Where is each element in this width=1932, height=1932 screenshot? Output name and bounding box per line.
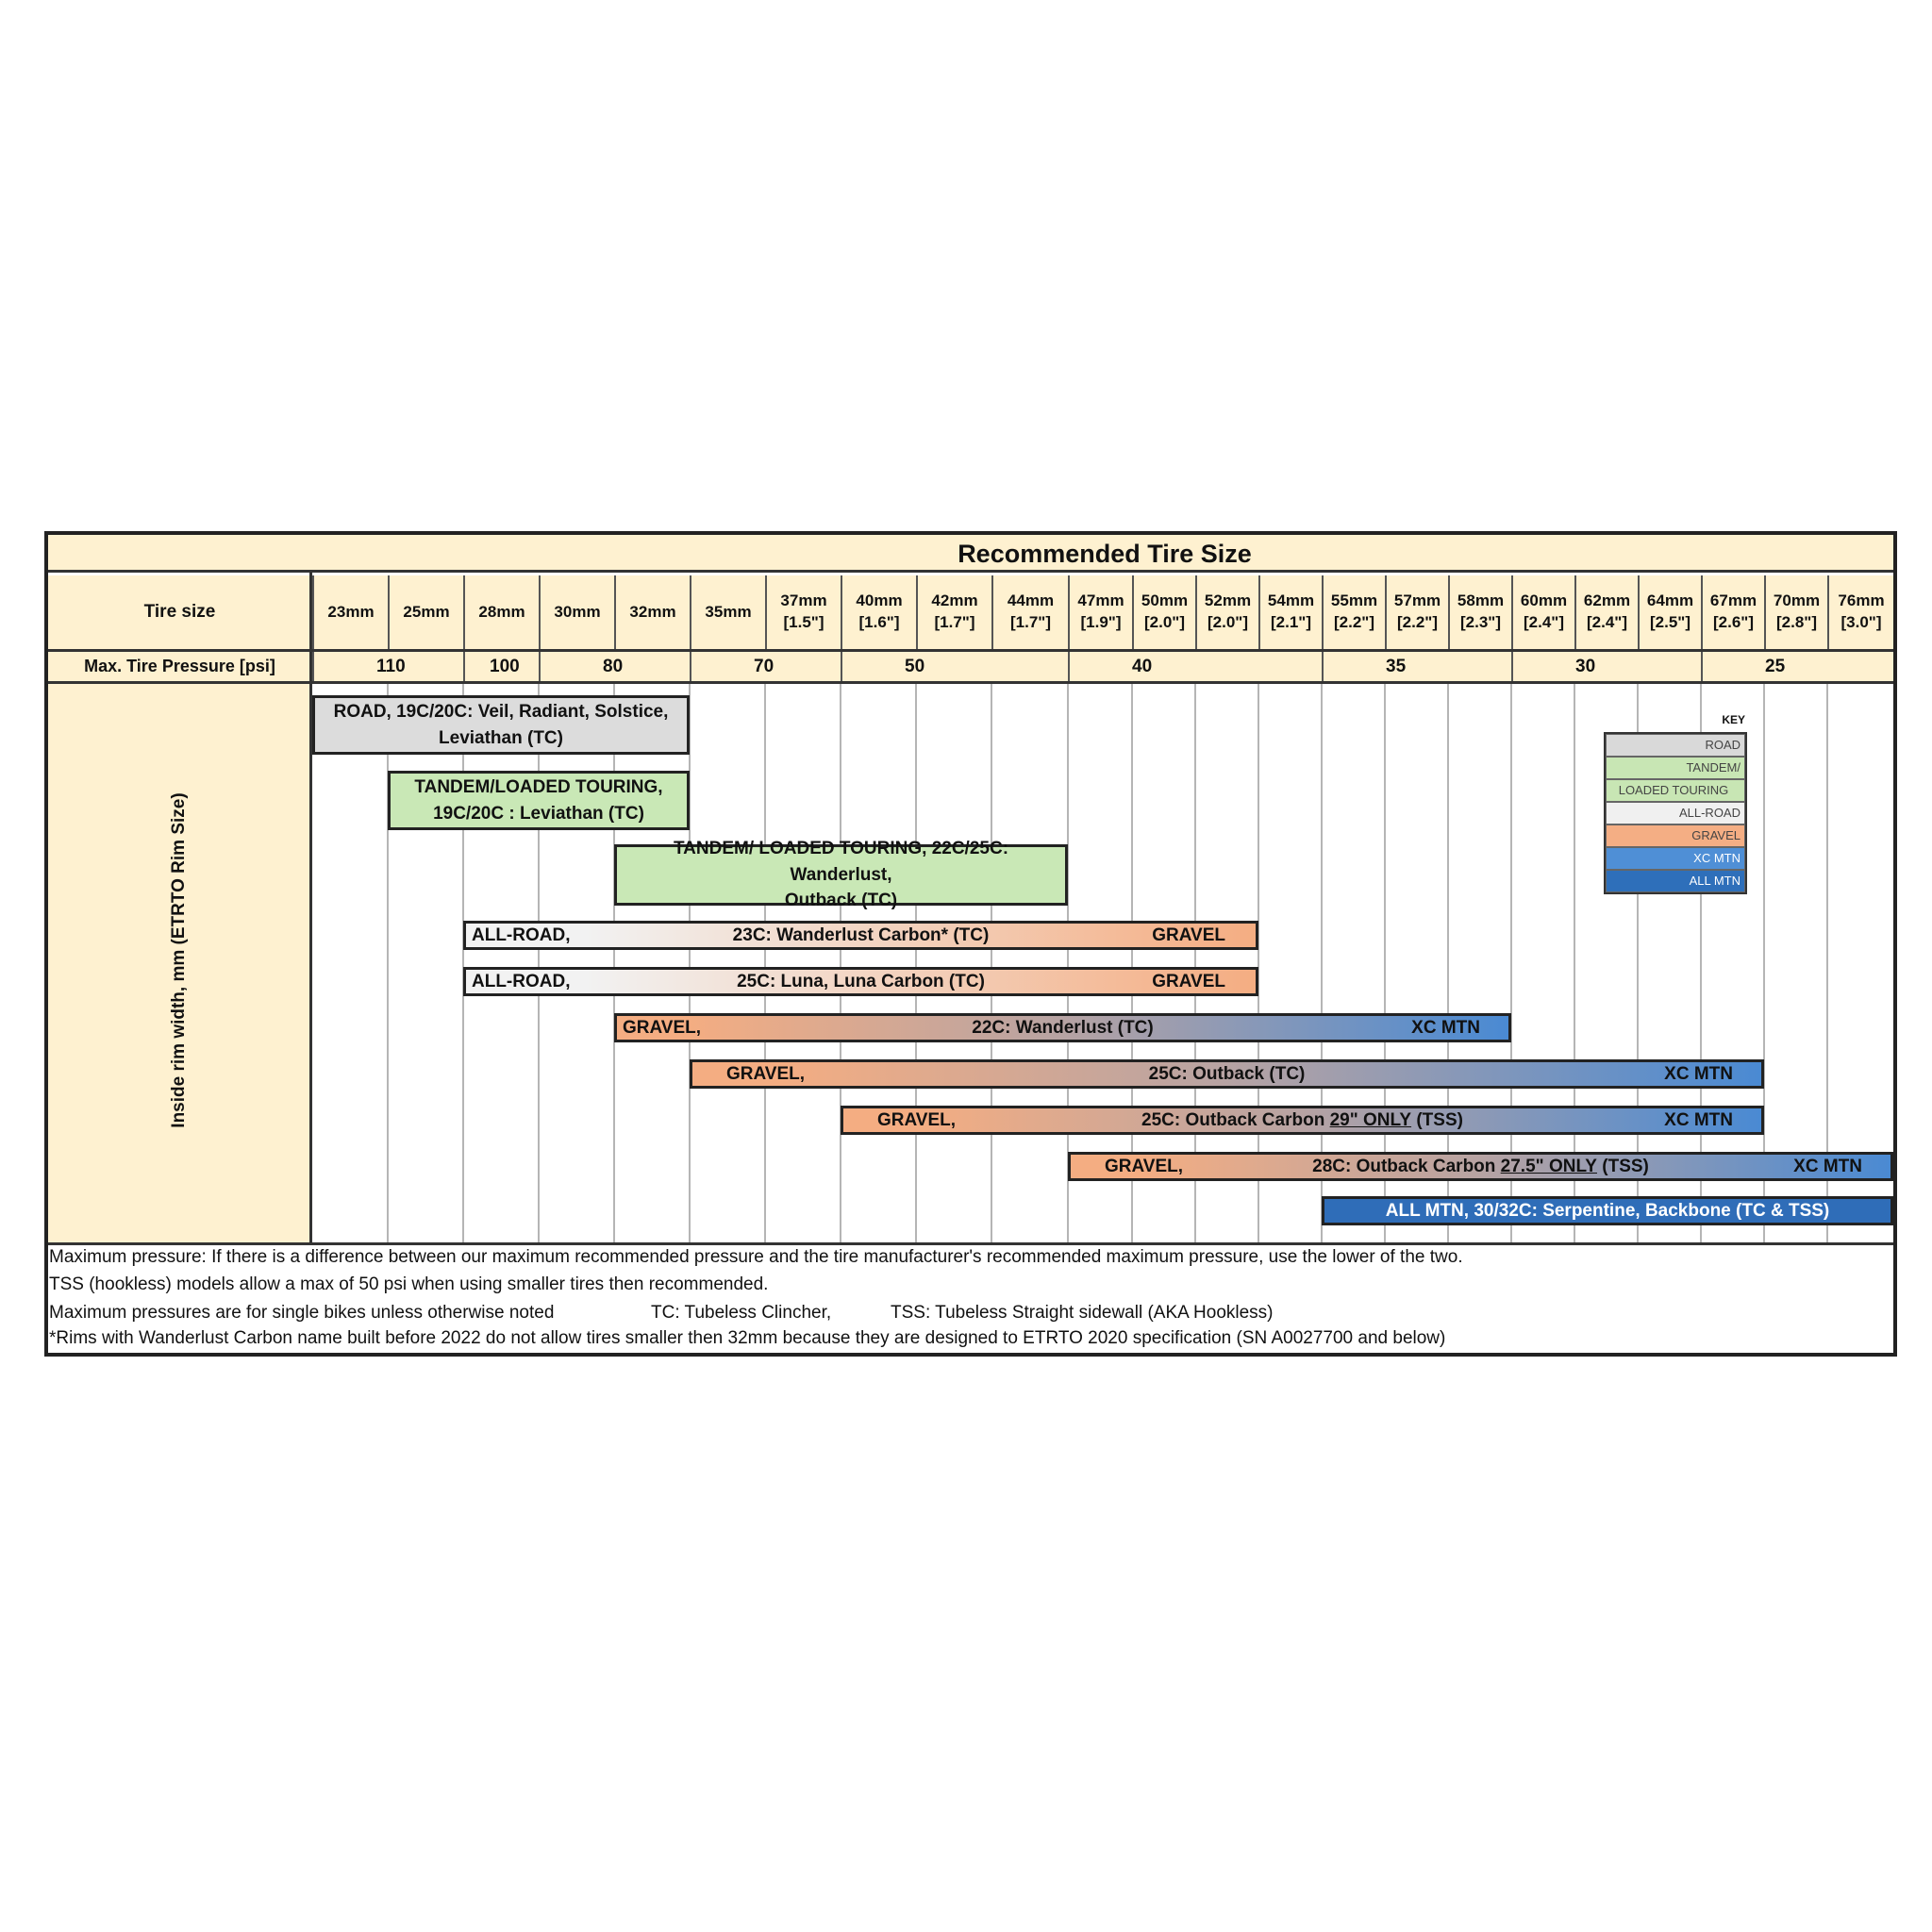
tire-size-inch: [2.8"] [1775, 613, 1817, 631]
tire-size-mm: 30mm [554, 602, 601, 621]
range-bar-end-label: GRAVEL [1152, 924, 1225, 945]
tire-size-col-16 [1448, 575, 1511, 649]
tire-size-col-7 [841, 575, 916, 649]
key-title: KEY [1722, 713, 1745, 726]
tire-size-mm: 52mm [1204, 591, 1252, 610]
note-tc: TC: Tubeless Clincher, [651, 1303, 832, 1323]
tire-size-mm: 40mm [856, 591, 903, 610]
tire-size-inch: [2.4"] [1586, 613, 1627, 631]
range-bar-label [315, 698, 687, 752]
pressure-cell-80: 80 [539, 652, 690, 681]
range-bar-gravel-xc [841, 1106, 1764, 1135]
range-bar-name [1312, 1157, 1649, 1177]
tire-size-inch: [2.0"] [1143, 613, 1185, 631]
grid-line [538, 684, 540, 1242]
range-bar-name: 25C: Outback (TC) [1148, 1063, 1306, 1084]
tire-size-inch: [3.0"] [1840, 613, 1882, 631]
tire-size-col-6 [765, 575, 841, 649]
chart-title: Recommended Tire Size [958, 540, 1252, 568]
tire-size-inch: [2.1"] [1270, 613, 1311, 631]
tire-size-col-4 [614, 575, 690, 649]
range-bar-line: 19C/20C : Leviathan (TC) [433, 803, 644, 824]
range-bar-start-label: GRAVEL, [623, 1017, 702, 1038]
range-bar-name-part: 25C: Outback Carbon [1141, 1109, 1330, 1130]
grid-line [387, 684, 389, 1242]
tire-size-mm: 42mm [931, 591, 978, 610]
range-bar-start-label: ALL-ROAD, [472, 971, 571, 991]
range-bar-end-label: XC MTN [1411, 1017, 1480, 1038]
tire-size-col-22 [1827, 575, 1893, 649]
tire-size-inch: [1.6"] [858, 613, 900, 631]
pressure-cell-30: 30 [1511, 652, 1701, 681]
tire-size-inch: [1.7"] [934, 613, 975, 631]
range-bar-line: TANDEM/ LOADED TOURING, 22C/25C: Wanderlust, [673, 839, 1009, 885]
range-bar-line: TANDEM/LOADED TOURING, [414, 776, 663, 797]
tire-size-col-10 [1068, 575, 1132, 649]
tire-size-inch: [1.9"] [1080, 613, 1122, 631]
tire-size-mm: 76mm [1838, 591, 1885, 610]
notes-divider [48, 1242, 1893, 1245]
range-bar-label [617, 839, 1065, 911]
tire-size-col-8 [916, 575, 991, 649]
grid-line [764, 684, 766, 1242]
range-bar-gravel-xc [690, 1059, 1764, 1089]
max-pressure-label: Max. Tire Pressure [psi] [48, 652, 311, 681]
tire-size-inch: [2.4"] [1523, 613, 1564, 631]
key-item-3: ALL-ROAD [1606, 802, 1745, 824]
tire-size-mm: 62mm [1583, 591, 1631, 610]
tire-size-col-11 [1132, 575, 1195, 649]
tire-size-mm: 67mm [1709, 591, 1757, 610]
tire-size-mm: 60mm [1520, 591, 1568, 610]
tire-size-col-12 [1195, 575, 1258, 649]
key-items [1604, 732, 1747, 894]
grid-line [462, 684, 464, 1242]
range-bar-end-label: XC MTN [1664, 1063, 1733, 1084]
range-bar-name: 23C: Wanderlust Carbon* (TC) [732, 924, 990, 945]
tire-size-mm: 23mm [327, 602, 375, 621]
grid-line [613, 684, 615, 1242]
range-bar-name: ALL MTN, 30/32C: Serpentine, Backbone (TC & TSS) [1385, 1200, 1830, 1221]
range-bar-allmtn [1322, 1196, 1893, 1225]
pressure-cell-40: 40 [1068, 652, 1322, 681]
y-axis-label: Inside rim width, mm (ETRTO Rim Size) [169, 792, 189, 1128]
tire-size-mm: 54mm [1267, 591, 1315, 610]
tire-size-mm: 64mm [1646, 591, 1694, 610]
range-bar-tandem [388, 771, 690, 830]
range-bar-name-part: (TSS) [1411, 1109, 1463, 1130]
range-bar-name-part: 28C: Outback Carbon [1312, 1156, 1501, 1176]
tire-size-mm: 37mm [780, 591, 827, 610]
range-bar-start-label: ALL-ROAD, [472, 924, 571, 945]
pressure-divider [48, 681, 1893, 684]
tire-size-col-3 [539, 575, 614, 649]
tire-size-col-5 [690, 575, 765, 649]
tire-size-mm: 57mm [1393, 591, 1441, 610]
range-bar-line: ROAD, 19C/20C: Veil, Radiant, Solstice, [333, 701, 669, 722]
tire-size-mm: 28mm [478, 602, 525, 621]
tire-size-inch: [2.6"] [1712, 613, 1754, 631]
tire-size-col-18 [1574, 575, 1638, 649]
range-bar-name [1141, 1110, 1463, 1131]
tire-size-col-1 [388, 575, 463, 649]
key-item-2: LOADED TOURING [1606, 779, 1745, 802]
range-bar-allroad-gravel [463, 921, 1258, 950]
tire-size-col-14 [1322, 575, 1385, 649]
note-tss: TSS (hookless) models allow a max of 50 psi when using smaller tires then recommended. [49, 1274, 769, 1294]
tire-size-mm: 44mm [1007, 591, 1055, 610]
tire-size-col-15 [1385, 575, 1448, 649]
range-bar-road [312, 695, 690, 755]
tire-size-label: Tire size [48, 575, 311, 649]
tire-size-col-13 [1258, 575, 1322, 649]
note-single-bikes: Maximum pressures are for single bikes unless otherwise noted [49, 1303, 555, 1323]
note-tss-def: TSS: Tubeless Straight sidewall (AKA Hookless) [891, 1303, 1274, 1323]
tire-size-col-21 [1764, 575, 1827, 649]
range-bar-allroad-gravel [463, 967, 1258, 996]
tire-size-col-9 [991, 575, 1068, 649]
key-item-0: ROAD [1606, 734, 1745, 757]
tire-size-mm: 55mm [1330, 591, 1378, 610]
tire-size-inch: [2.2"] [1396, 613, 1438, 631]
grid-line [991, 684, 992, 1242]
tire-size-inch: [2.2"] [1333, 613, 1374, 631]
tire-size-inch: [2.5"] [1649, 613, 1690, 631]
key-item-5: XC MTN [1606, 847, 1745, 870]
tire-size-mm: 32mm [629, 602, 676, 621]
tire-size-inch: [2.3"] [1459, 613, 1501, 631]
pressure-cell-110: 110 [312, 652, 463, 681]
tire-size-mm: 58mm [1457, 591, 1505, 610]
range-bar-name: 25C: Luna, Luna Carbon (TC) [737, 971, 985, 991]
tire-size-col-0 [312, 575, 388, 649]
range-bar-start-label: GRAVEL, [1105, 1156, 1184, 1176]
pressure-cell-70: 70 [690, 652, 841, 681]
tire-size-col-17 [1511, 575, 1574, 649]
range-bar-name-underlined: 29" ONLY [1329, 1109, 1412, 1130]
range-bar-name-part: (TSS) [1596, 1156, 1649, 1176]
tire-size-inch: [2.0"] [1207, 613, 1248, 631]
tire-size-inch: [1.7"] [1009, 613, 1051, 631]
range-bar-name-underlined: 27.5" ONLY [1500, 1156, 1597, 1176]
note-wanderlust: *Rims with Wanderlust Carbon name built before 2022 do not allow tires smaller then 32mm because they are designed to ETRTO 2020 specification (SN A0027700 and below) [49, 1328, 1446, 1348]
grid-line [840, 684, 841, 1242]
tire-size-mm: 70mm [1773, 591, 1821, 610]
grid-line [689, 684, 691, 1242]
note-max-pressure: Maximum pressure: If there is a difference between our maximum recommended pressure and the tire manufacturer's recommended maximum pressure, use the lower of the two. [49, 1247, 1463, 1267]
tire-size-col-2 [463, 575, 539, 649]
key-item-6: ALL MTN [1606, 870, 1745, 892]
range-bar-line: Leviathan (TC) [439, 727, 563, 748]
range-bar-gravel-xc [1068, 1152, 1893, 1181]
key-item-4: GRAVEL [1606, 824, 1745, 847]
pressure-cell-25: 25 [1701, 652, 1893, 681]
tire-size-mm: 35mm [705, 602, 752, 621]
range-bar-name: 22C: Wanderlust (TC) [972, 1017, 1154, 1038]
pressure-cell-50: 50 [841, 652, 1068, 681]
key-item-1: TANDEM/ [1606, 757, 1745, 779]
range-bar-end-label: XC MTN [1664, 1109, 1733, 1130]
key-legend [1604, 713, 1747, 898]
tire-size-mm: 25mm [403, 602, 450, 621]
tire-size-col-20 [1701, 575, 1764, 649]
tire-size-inch: [1.5"] [783, 613, 824, 631]
tire-size-mm: 50mm [1141, 591, 1189, 610]
tire-size-col-19 [1638, 575, 1701, 649]
range-bar-end-label: GRAVEL [1152, 971, 1225, 991]
pressure-cell-35: 35 [1322, 652, 1511, 681]
range-bar-end-label: XC MTN [1793, 1156, 1862, 1176]
tire-size-mm: 47mm [1077, 591, 1124, 610]
range-bar-tandem [614, 839, 1068, 911]
range-bar-gravel-xc [614, 1013, 1511, 1042]
grid-line [915, 684, 917, 1242]
range-bar-start-label: GRAVEL, [877, 1109, 957, 1130]
pressure-cell-100: 100 [463, 652, 539, 681]
range-bar-start-label: GRAVEL, [726, 1063, 806, 1084]
range-bar-label [391, 774, 687, 827]
range-bar-line: Outback (TC) [784, 891, 898, 911]
